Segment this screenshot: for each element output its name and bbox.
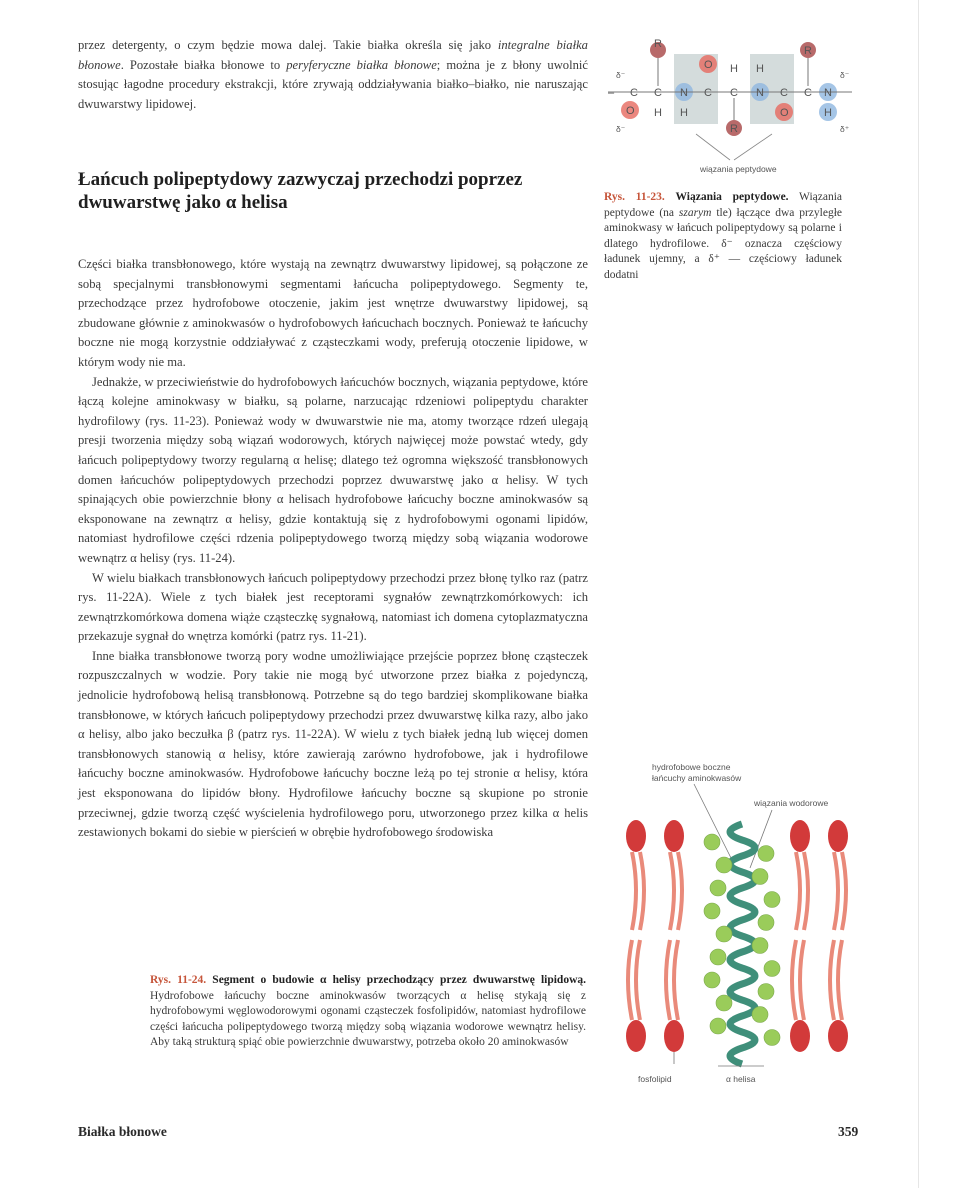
intro-text-2: . Pozostałe białka błonowe to [120,57,287,72]
atom-dash: – [608,87,615,99]
delta-minus-2: δ⁻ [616,124,626,134]
label-hydrophobic-1: hydrofobowe boczne [652,762,731,772]
helix-ribbon [730,824,755,1064]
side-chain-ball-3 [752,869,768,885]
alpha-helix [704,824,780,1064]
side-chain-ball-13 [758,984,774,1000]
label-phospholipid: fosfolipid [638,1074,672,1084]
lipid-head-top-1 [664,820,684,852]
body-text [78,255,588,843]
label-hydrogen-bonds: wiązania wodorowe [754,798,829,808]
side-chain-ball-7 [758,915,774,931]
delta-plus-1: δ⁺ [840,124,850,134]
side-chain-ball-9 [752,938,768,954]
side-chain-ball-4 [710,880,726,896]
atom-n-2: N [756,87,764,99]
atom-h-3: H [730,63,738,75]
page-number: 359 [838,1124,859,1139]
atom-c-4: C [730,87,738,99]
atom-r-1: R [654,38,662,50]
page-edge-right [918,0,972,1188]
atom-h-2: H [680,107,688,119]
atom-c-5: C [780,87,788,99]
caption-11-23-em: szarym [678,206,712,219]
atom-o-2: O [704,59,713,71]
side-chain-ball-0 [704,834,720,850]
side-chain-ball-15 [752,1007,768,1023]
atom-c-1: C [630,87,638,99]
caption-11-23-text-2: tle) łączące dwa przyległe aminokwasy w łańcuch polipeptydowy są polarne i dlatego hydrofilowe. δ⁻ oznacza częściowy ładunek ujemny, a δ⁺ — częściowy ładunek dodatni [604,206,842,281]
side-chain-ball-6 [704,903,720,919]
lipid-head-top-3 [828,820,848,852]
atom-n-3: N [824,87,832,99]
caption-fig-11-24 [150,973,586,1051]
atom-c-2: C [654,87,662,99]
atom-h-1: H [654,107,662,119]
caption-11-23-label: Rys. 11-23. [604,191,665,203]
delta-minus-1: δ⁻ [616,70,626,80]
body-paragraph-2: Jednakże, w przeciwieństwie do hydrofobowych łańcuchów bocznych, wiązania peptydowe, które łączą kolejne aminokwasy w białku, są polarne, narzucając rdzeniowi polipeptydu charakter hydrofilowy (rys. 11-23). Ponieważ wody w dwuwarstwie nie ma, atomy tworzące rdzeń ulegają presji tworzenia między sobą wiązań wodorowych, których najwięcej może powstać wtedy, gdy łańcuch polipeptydowy tworzy regularną α helisę; dlatego też ogromna większość transbłonowych domen łańcuchów polipeptydowych przechodzi poprzez dwuwarstwę jako α helisy. W tych spinających obie powierzchnie błony α helisach hydrofobowe łańcuchy boczne aminokwasów są eksponowane na zewnątrz α helisy, gdzie kontaktują się z hydrofobowymi ogonami lipidów, natomiast hydrofilowe części rdzenia polipeptydowego tworzą między sobą wiązania wodorowe wewnątrz α helisy (rys. 11-24). [78,374,588,565]
section-heading: Łańcuch polipeptydowy zazwyczaj przechodzi poprzez dwuwarstwę jako α helisa [78,169,523,213]
body-paragraph-4: Inne białka transbłonowe tworzą pory wodne umożliwiające przejście poprzez błonę cząsteczek rozpuszczalnych w wodzie. Pory takie nie mogą być utworzone przez białka z pojedynczą, jednolicie hydrofobową helisą transbłonową. Potrzebne są do tego bardziej skomplikowane białka transbłonowe, w których łańcuch polipeptydowy przechodzi przez dwuwarstwę kilka razy, albo jako α helisy, albo jako beczułka β (patrz rys. 11-22A). W wielu z tych białek jedną lub więcej domen transbłonowych stanowią α helisy, które zawierają zarówno hydrofobowe, jak i hydrofilowe łańcuchy boczne aminokwasów. Hydrofobowe łańcuchy boczne leżą po tej stronie α helisy, która jest eksponowana do lipidów błony. Hydrofilowe łańcuchy boczne są skupione po stronie przeciwnej, gdzie tworzą część wyścielenia hydrofilowego poru, utworzonego przez kilka α helis zestawionych bokami do siebie w pierścień w obrębie hydrofobowego środowiska [78,648,588,840]
side-chain-ball-1 [758,846,774,862]
side-chain-ball-11 [764,961,780,977]
side-chain-ball-5 [764,892,780,908]
side-chain-ball-17 [764,1030,780,1046]
side-chain-ball-14 [716,995,732,1011]
atom-r-3: R [804,45,812,57]
side-chain-ball-8 [716,926,732,942]
pointer-line-2 [734,134,772,160]
caption-11-23-text-1: Wiązania peptydowe (na [604,191,842,219]
side-chain-ball-12 [704,972,720,988]
label-peptide-bonds: wiązania peptydowe [700,164,777,174]
atom-h-5: H [824,107,832,119]
caption-11-24-title: Segment o budowie α helisy przechodzący przez dwuwarstwę lipidową. [212,974,587,986]
delta-minus-3: δ⁻ [840,70,850,80]
atom-o-3: O [780,107,789,119]
caption-11-23-title: Wiązania peptydowe. [675,191,789,203]
side-chain-ball-10 [710,949,726,965]
lipid-head-bottom-1 [664,1020,684,1052]
atom-o-1: O [626,105,635,117]
body-paragraph-3: W wielu białkach transbłonowych łańcuch polipeptydowy przechodzi przez błonę tylko raz (patrz rys. 11-22A). Wiele z tych białek jest receptorami sygnałów zewnątrzkomórkowych: ich zewnątrzkomórkowa domena wiąże cząsteczkę sygnałową, natomiast ich domena cytoplazmatyczna przekazuje sygnał do wnętrza komórki (patrz rys. 11-21). [78,570,588,644]
figure-alpha-helix-bilayer [622,760,872,1088]
lipid-head-top-2 [790,820,810,852]
pointer-line-1 [696,134,730,160]
intro-text-3: ; można je z błony uwolnić stosując łagodne procedury ekstrakcji, które zrywają oddziaływania białko–białko, nie naruszając dwuwarstwy lipidowej. [78,57,588,111]
lipid-head-top-0 [626,820,646,852]
atom-c-3: C [704,87,712,99]
side-chain-ball-2 [716,857,732,873]
atom-h-4: H [756,63,764,75]
intro-em-peripheral: peryferyczne białka błonowe [286,57,437,72]
atom-r-2: R [730,123,738,135]
side-chain-ball-16 [710,1018,726,1034]
label-alpha-helix: α helisa [726,1074,756,1084]
caption-fig-11-23 [604,190,842,284]
atom-n-1: N [680,87,688,99]
running-footer-title: Białka błonowe [78,1124,167,1139]
intro-paragraph [78,36,588,114]
caption-11-24-text: Hydrofobowe łańcuchy boczne aminokwasów tworzących α helisę stykają się z hydrofobowymi węglowodorowymi ogonami cząsteczek fosfolipidów, natomiast hydrofilowe części łańcucha polipeptydowego tworzą między sobą wiązania wodorowe wewnątrz helisy. Aby taką strukturą spiąć obie powierzchnie dwuwarstwy, potrzeba około 20 aminokwasów [150,989,586,1049]
intro-em-integral: integralne białka błonowe [78,38,588,72]
intro-text-1: przez detergenty, o czym będzie mowa dalej. Takie białka określa się jako [78,38,498,52]
figure-peptide-bonds [600,36,860,176]
lipid-head-bottom-0 [626,1020,646,1052]
body-paragraph-1: Części białka transbłonowego, które wystają na zewnątrz dwuwarstwy lipidowej, są połączone ze sobą specjalnymi transbłonowymi segmentami łańcucha polipeptydowego. Segmenty te, przechodzące przez hydrofobowe otoczenie, jakim jest wnętrze dwuwarstwy lipidowej, są zbudowane głównie z aminokwasów o hydrofobowych łańcuchach bocznych. Ponieważ te łańcuchy boczne nie mogą korzystnie oddziaływać z cząsteczkami wody, preferują otoczenie lipidowe, w którym wody nie ma. [78,257,588,369]
lipid-head-bottom-2 [790,1020,810,1052]
atom-c-6: C [804,87,812,99]
label-hydrophobic-2: łańcuchy aminokwasów [652,773,742,783]
lipid-head-bottom-3 [828,1020,848,1052]
caption-11-24-label: Rys. 11-24. [150,974,207,986]
